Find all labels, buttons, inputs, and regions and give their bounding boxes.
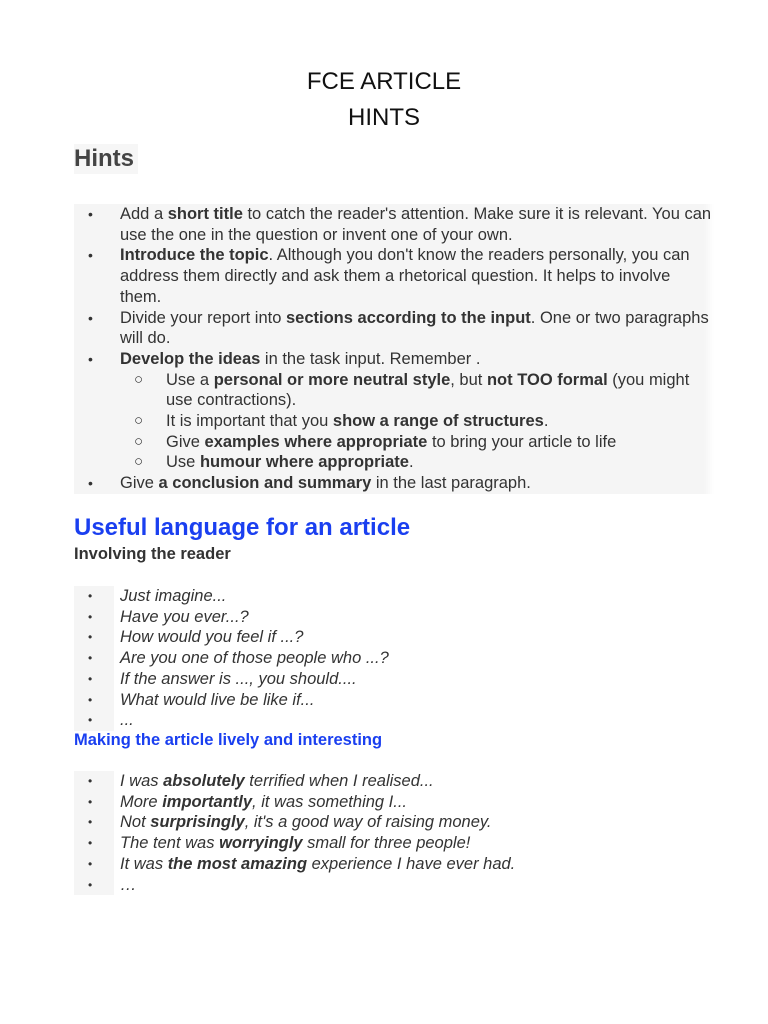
text: Not [120, 813, 151, 832]
bullet-icon: • [88, 671, 93, 686]
phrase-item [74, 854, 714, 875]
phrase-item [74, 648, 714, 669]
phrase-text [120, 793, 407, 811]
document-title-line-1: FCE ARTICLE [306, 68, 462, 95]
text: Use a [166, 370, 214, 389]
bullet-icon: • [88, 856, 93, 871]
text: Use [166, 453, 200, 472]
phrase-item [74, 627, 714, 648]
text: If the answer is ..., you should.... [120, 669, 357, 688]
text: in the last paragraph. [371, 474, 531, 493]
bold-text: not TOO formal [486, 370, 608, 389]
text: . Although you don't know the readers personally, you can address them directly and ask them a rhetorical question. It helps to involve them. [120, 246, 690, 306]
bullet-icon: • [88, 589, 93, 603]
bold-text: the most amazing [167, 854, 308, 873]
text: (you might use contractions). [166, 370, 690, 410]
phrase-text [120, 608, 249, 626]
bullet-icon: • [88, 475, 93, 492]
hint-item [74, 370, 714, 411]
hint-item [74, 432, 714, 453]
text: Have you ever...? [120, 607, 249, 626]
bullet-icon: • [88, 774, 93, 788]
bullet-background [74, 771, 114, 792]
bold-text: personal or more neutral style [213, 370, 451, 389]
phrase-text [120, 670, 357, 688]
hint-item [74, 473, 714, 494]
bullet-icon: • [88, 247, 93, 264]
hint-text [120, 309, 709, 348]
hint-item [74, 411, 714, 432]
bullet-icon: • [88, 713, 93, 728]
phrase-text [120, 628, 303, 646]
text: experience I have ever had. [307, 854, 516, 873]
text: in the task input. Remember . [260, 349, 481, 368]
bold-text: examples where appropriate [204, 432, 428, 451]
text: I was [120, 772, 164, 790]
phrase-text [120, 587, 226, 605]
hints-heading: Hints [74, 144, 138, 174]
hint-text [120, 474, 531, 492]
bold-text: show a range of structures [332, 412, 544, 431]
text: to catch the reader's attention. Make sure it is relevant. You can use the one in the question or invent one of your own. [120, 205, 712, 244]
hint-text [120, 350, 480, 368]
text: , it's a good way of raising money. [244, 813, 492, 832]
hint-item [74, 308, 714, 349]
phrase-text [120, 772, 434, 790]
phrase-item [74, 586, 714, 607]
text: Add a [120, 205, 168, 223]
phrase-text [120, 711, 134, 729]
bullet-background [74, 812, 114, 833]
lively-list [74, 771, 714, 895]
phrase-text [120, 876, 137, 894]
hollow-bullet-icon: ○ [134, 453, 144, 471]
involving-reader-list [74, 586, 714, 731]
bold-text: importantly [162, 792, 253, 811]
text: small for three people! [302, 834, 471, 853]
hints-list [74, 204, 714, 494]
bullet-background [74, 875, 114, 896]
bullet-icon: • [88, 309, 93, 326]
involving-reader-heading: Involving the reader [74, 545, 231, 563]
bold-text: humour where appropriate [199, 453, 409, 472]
bullet-icon: • [88, 206, 93, 222]
text: , it was something I... [252, 792, 408, 811]
text: terrified when I realised... [244, 772, 434, 790]
hollow-bullet-icon: ○ [134, 412, 144, 430]
hollow-bullet-icon: ○ [134, 370, 144, 388]
bullet-icon: • [88, 630, 93, 645]
bullet-background [74, 833, 114, 854]
bullet-icon: • [88, 609, 93, 624]
hint-item [74, 245, 714, 307]
bullet-background [74, 607, 114, 628]
text: What would live be like if... [120, 690, 315, 709]
bold-text: Introduce the topic [120, 246, 269, 265]
bold-text: surprisingly [150, 813, 245, 832]
hint-text [166, 433, 616, 451]
text: It was [120, 854, 168, 873]
bullet-icon: • [88, 815, 93, 830]
phrase-item [74, 771, 714, 792]
text: . [543, 412, 549, 431]
phrase-text [120, 649, 389, 667]
bold-text: short title [167, 205, 243, 223]
bullet-background [74, 586, 114, 607]
phrase-item [74, 833, 714, 854]
text: ... [120, 711, 134, 730]
bold-text: a conclusion and summary [158, 474, 372, 493]
bullet-background [74, 792, 114, 813]
text: Give [166, 432, 205, 451]
bullet-icon: • [88, 877, 93, 892]
lively-heading: Making the article lively and interesting [74, 731, 383, 749]
hint-text [166, 371, 689, 410]
text: Divide your report into [120, 308, 286, 327]
hollow-bullet-icon: ○ [134, 432, 144, 450]
text: Give [120, 474, 159, 493]
bullet-background [74, 627, 114, 648]
bullet-icon: • [88, 692, 93, 707]
phrase-item [74, 607, 714, 628]
bullet-icon: • [88, 836, 93, 851]
phrase-text [120, 691, 314, 709]
bold-text: Develop the ideas [120, 349, 261, 368]
document-title-line-2: HINTS [348, 104, 420, 131]
text: Just imagine... [120, 587, 227, 605]
hint-text [166, 412, 548, 430]
bullet-background [74, 710, 114, 731]
hint-item [74, 452, 714, 473]
hint-item [74, 204, 714, 245]
text: , but [450, 370, 487, 389]
text: … [120, 875, 137, 894]
hint-text [120, 246, 690, 305]
text: Are you one of those people who ...? [120, 649, 389, 668]
phrase-item [74, 690, 714, 711]
useful-language-heading: Useful language for an article [74, 514, 411, 541]
bullet-icon: • [88, 651, 93, 666]
phrase-text [120, 855, 515, 873]
bullet-background [74, 690, 114, 711]
phrase-item [74, 875, 714, 896]
text: The tent was [120, 834, 220, 853]
text: . [408, 453, 414, 472]
phrase-item [74, 710, 714, 731]
text: More [120, 792, 163, 811]
text: It is important that you [166, 412, 333, 431]
bullet-background [74, 669, 114, 690]
phrase-item [74, 669, 714, 690]
bold-text: absolutely [163, 772, 245, 790]
hint-text [166, 453, 414, 471]
bullet-icon: • [88, 794, 93, 809]
hint-item [74, 349, 714, 370]
text: . One or two paragraphs will do. [120, 308, 709, 348]
phrase-item [74, 792, 714, 813]
phrase-text [120, 834, 470, 852]
hint-text [120, 205, 711, 244]
text: How would you feel if ...? [120, 628, 304, 647]
phrase-text [120, 813, 492, 831]
text: to bring your article to life [427, 432, 617, 451]
phrase-item [74, 812, 714, 833]
bold-text: sections according to the input [286, 308, 531, 327]
bullet-icon: • [88, 350, 93, 367]
bullet-background [74, 648, 114, 669]
bold-text: worryingly [219, 834, 303, 853]
bullet-background [74, 854, 114, 875]
